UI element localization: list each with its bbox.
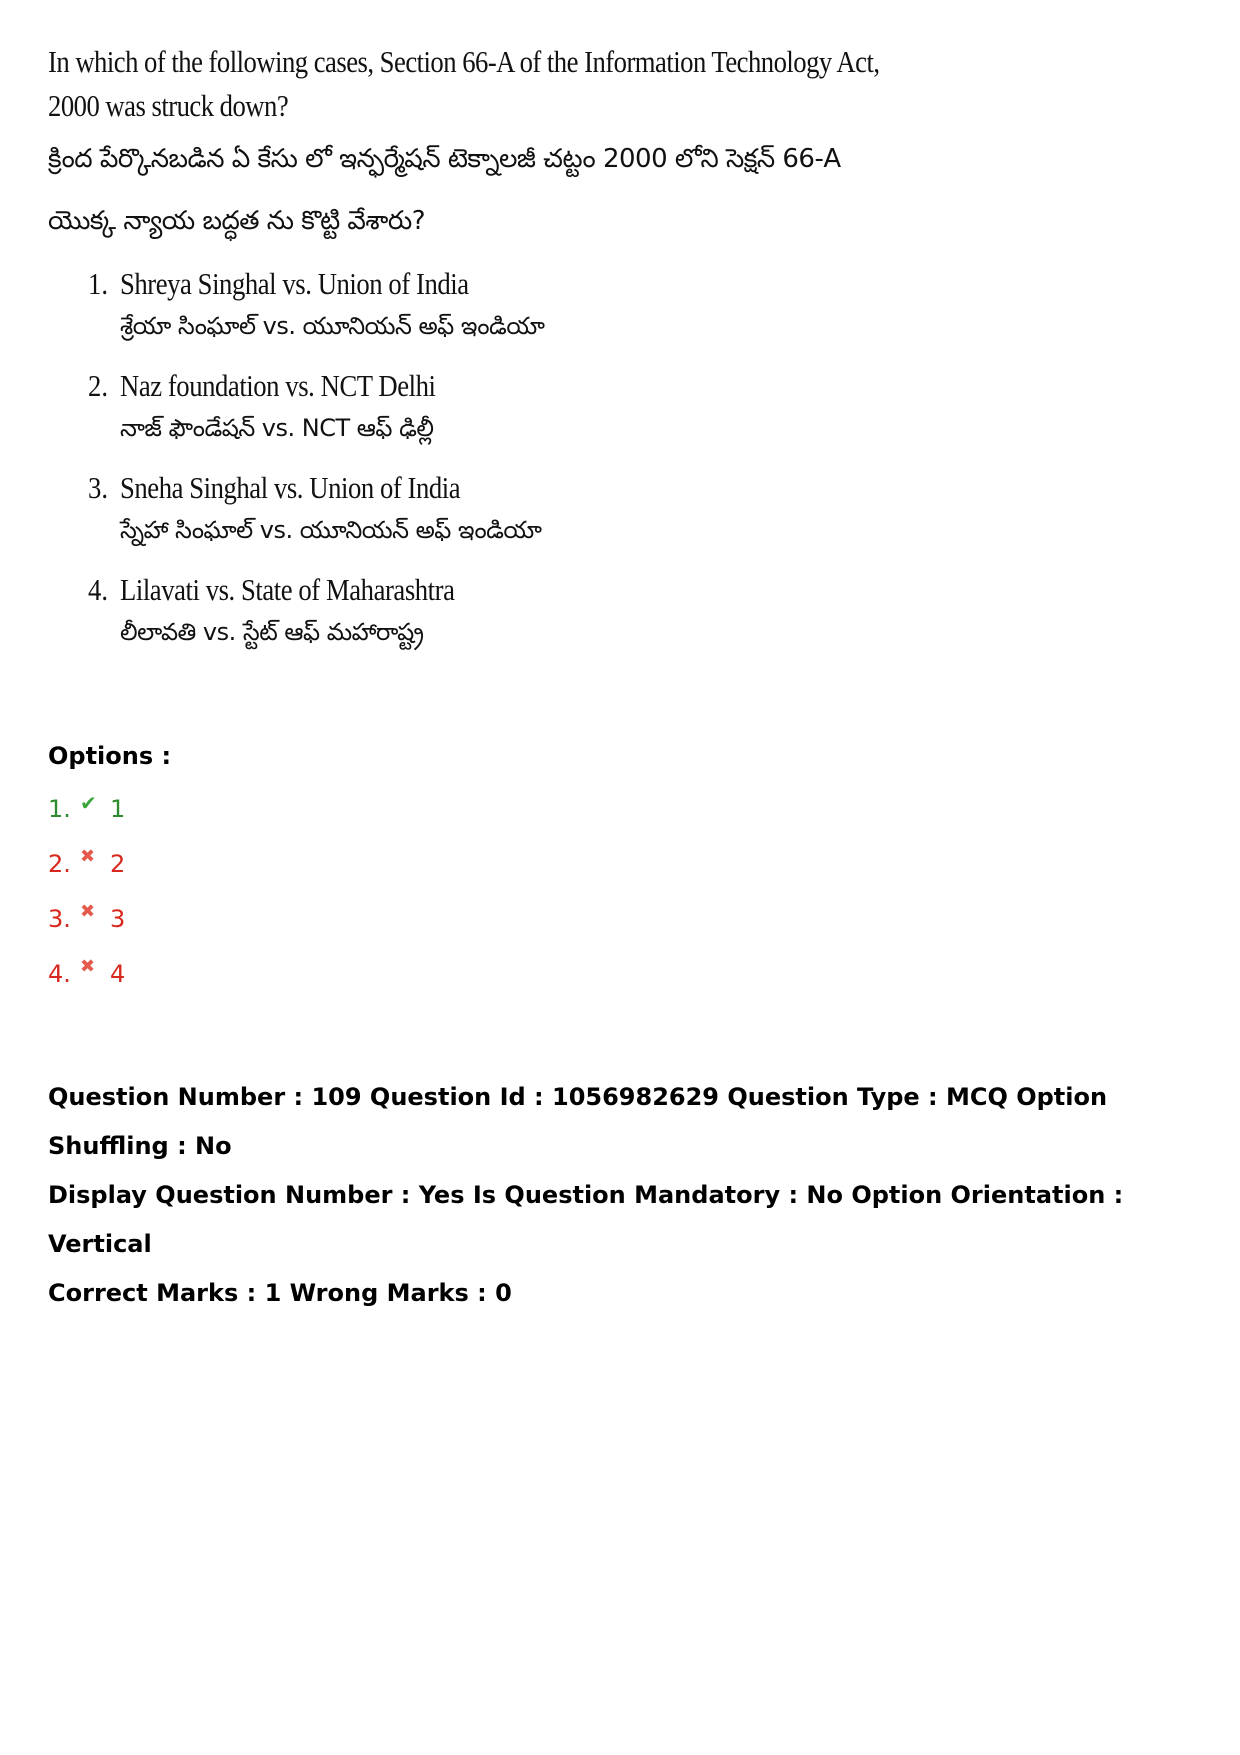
choice-text [120, 568, 509, 652]
choice-telugu: శ్రేయా సింఘాల్ vs. యూనియన్ అఫ్ ఇండియా [120, 312, 545, 340]
choice-telugu: నాజ్ ఫౌండేషన్ vs. NCT ఆఫ్ ఢిల్లీ [120, 414, 434, 442]
option-value: 4 [110, 960, 126, 988]
option-row-2 [48, 846, 126, 905]
check-icon: ✔ [80, 791, 97, 815]
choice-english: Naz foundation vs. NCT Delhi [120, 368, 436, 403]
metadata-line-3: Correct Marks : 1 Wrong Marks : 0 [48, 1279, 512, 1307]
question-choice [88, 262, 908, 346]
cross-icon: ✖ [80, 956, 96, 977]
choice-english: Lilavati vs. State of Maharashtra [120, 572, 455, 607]
option-value: 3 [110, 905, 126, 933]
question-choice [88, 364, 908, 448]
metadata-line-2: Display Question Number : Yes Is Question Mandatory : No Option Orientation : Vertical [48, 1181, 1124, 1258]
question-text-telugu: క్రింద పేర్కొనబడిన ఏ కేసు లో ఇన్ఫర్మేషన్ టెక్నాలజీ చట్టం 2000 లోని సెక్షన్ 66-A యొక్క న్యాయ బద్ధత ను కొట్టి వేశారు? [48, 144, 841, 236]
choice-text [120, 262, 544, 346]
choice-number: 1. [88, 266, 108, 301]
option-number: 2. [48, 850, 71, 878]
choice-number: 2. [88, 368, 108, 403]
choice-text [120, 466, 542, 550]
question-choices [48, 262, 908, 652]
question-image [48, 40, 908, 670]
options-heading: Options : [48, 742, 172, 770]
choice-number: 3. [88, 470, 108, 505]
metadata-line-1: Question Number : 109 Question Id : 1056982629 Question Type : MCQ Option Shuffling : No [48, 1083, 1108, 1160]
option-number: 4. [48, 960, 71, 988]
question-choice [88, 568, 908, 652]
choice-telugu: లీలావతి vs. స్టేట్ ఆఫ్ మహారాష్ట్ర [120, 618, 424, 646]
option-row-3 [48, 901, 126, 960]
question-metadata [48, 1073, 1208, 1318]
option-value: 1 [110, 795, 126, 823]
question-choice [88, 466, 908, 550]
option-row-4 [48, 956, 126, 1015]
choice-telugu: స్నేహా సింఘాల్ vs. యూనియన్ అఫ్ ఇండియా [120, 516, 542, 544]
cross-icon: ✖ [80, 901, 96, 922]
option-row-1 [48, 791, 126, 850]
option-value: 2 [110, 850, 126, 878]
choice-english: Shreya Singhal vs. Union of India [120, 266, 469, 301]
option-number: 3. [48, 905, 71, 933]
choice-text [120, 364, 487, 448]
option-number: 1. [48, 795, 71, 823]
choice-number: 4. [88, 572, 108, 607]
options-list [48, 791, 126, 1015]
choice-english: Sneha Singhal vs. Union of India [120, 470, 461, 505]
cross-icon: ✖ [80, 846, 96, 867]
question-text-english: In which of the following cases, Section 66-A of the Information Technology Act, 2000 was struck down? [48, 44, 880, 123]
